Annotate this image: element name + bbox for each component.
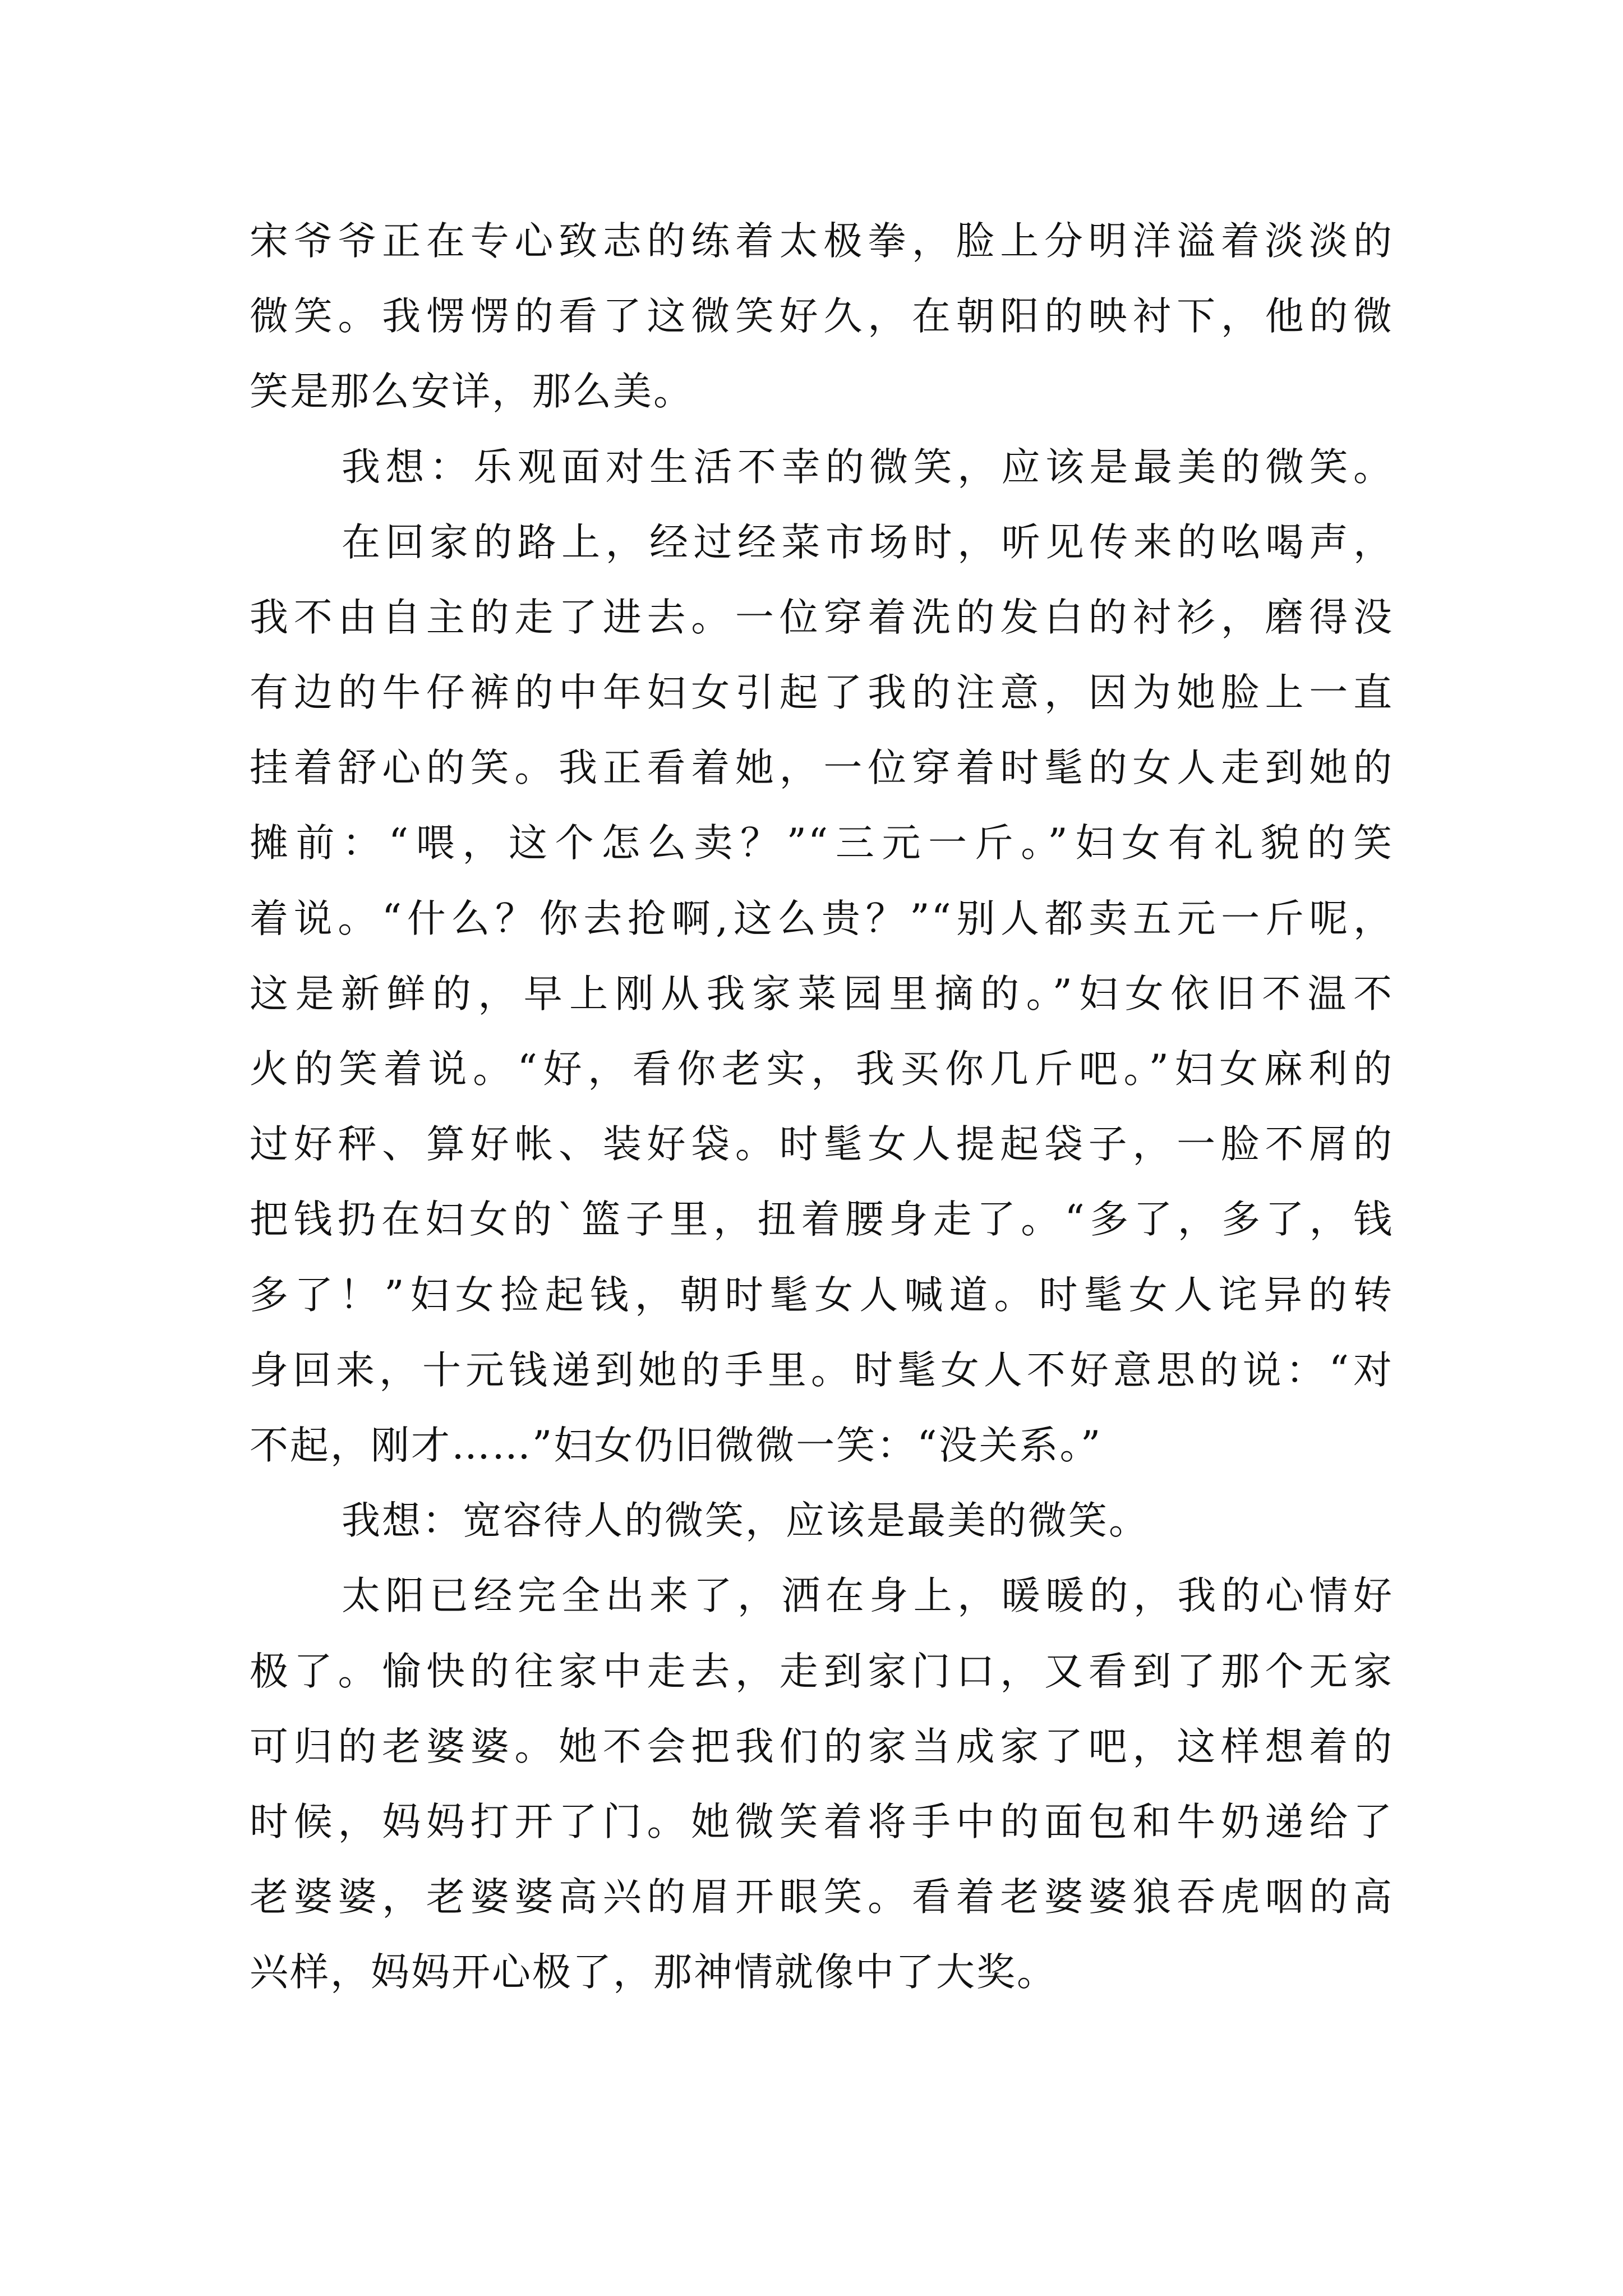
text-line: 不起，刚才……”妇女仍旧微微一笑：“没关系。” <box>250 1423 1103 1468</box>
text-line: 着说。“什么？你去抢啊,这么贵？”“别人都卖五元一斤呢， <box>250 896 1394 941</box>
text-line: 可归的老婆婆。她不会把我们的家当成家了吧，这样想着的 <box>250 1724 1394 1769</box>
text-line: 兴样，妈妈开心极了，那神情就像中了大奖。 <box>250 1950 1057 1995</box>
text-line: 时候，妈妈打开了门。她微笑着将手中的面包和牛奶递给了 <box>250 1800 1394 1844</box>
text-line: 老婆婆，老婆婆高兴的眉开眼笑。看着老婆婆狼吞虎咽的高 <box>250 1875 1394 1920</box>
text-line: 多了！”妇女捡起钱，朝时髦女人喊道。时髦女人诧异的转 <box>250 1273 1394 1318</box>
text-line: 把钱扔在妇女的`篮子里，扭着腰身走了。“多了，多了，钱 <box>250 1197 1394 1242</box>
text-line: 微笑。我愣愣的看了这微笑好久，在朝阳的映衬下，他的微 <box>250 294 1394 339</box>
text-line: 摊前：“喂，这个怎么卖？”“三元一斤。”妇女有礼貌的笑 <box>250 821 1394 866</box>
text-line: 极了。愉快的往家中走去，走到家门口，又看到了那个无家 <box>250 1649 1394 1694</box>
text-line: 身回来，十元钱递到她的手里。时髦女人不好意思的说：“对 <box>250 1348 1394 1393</box>
text-line: 有边的牛仔裤的中年妇女引起了我的注意，因为她脸上一直 <box>250 670 1394 715</box>
text-line: 太阳已经完全出来了，洒在身上，暖暖的，我的心情好 <box>342 1573 1394 1618</box>
text-line: 宋爷爷正在专心致志的练着太极拳，脸上分明洋溢着淡淡的 <box>250 219 1394 264</box>
text-line: 我想：宽容待人的微笑，应该是最美的微笑。 <box>342 1498 1149 1543</box>
text-line: 挂着舒心的笑。我正看着她，一位穿着时髦的女人走到她的 <box>250 746 1394 790</box>
text-line: 火的笑着说。“好，看你老实，我买你几斤吧。”妇女麻利的 <box>250 1047 1394 1092</box>
text-line: 这是新鲜的，早上刚从我家菜园里摘的。”妇女依旧不温不 <box>250 972 1394 1016</box>
text-line: 过好秤、算好帐、装好袋。时髦女人提起袋子，一脸不屑的 <box>250 1122 1394 1167</box>
text-line: 我不由自主的走了进去。一位穿着洗的发白的衬衫，磨得没 <box>250 595 1394 640</box>
text-line: 在回家的路上，经过经菜市场时，听见传来的吆喝声， <box>342 520 1394 565</box>
text-line: 笑是那么安详，那么美。 <box>250 369 694 414</box>
text-line: 我想：乐观面对生活不幸的微笑，应该是最美的微笑。 <box>342 445 1394 490</box>
